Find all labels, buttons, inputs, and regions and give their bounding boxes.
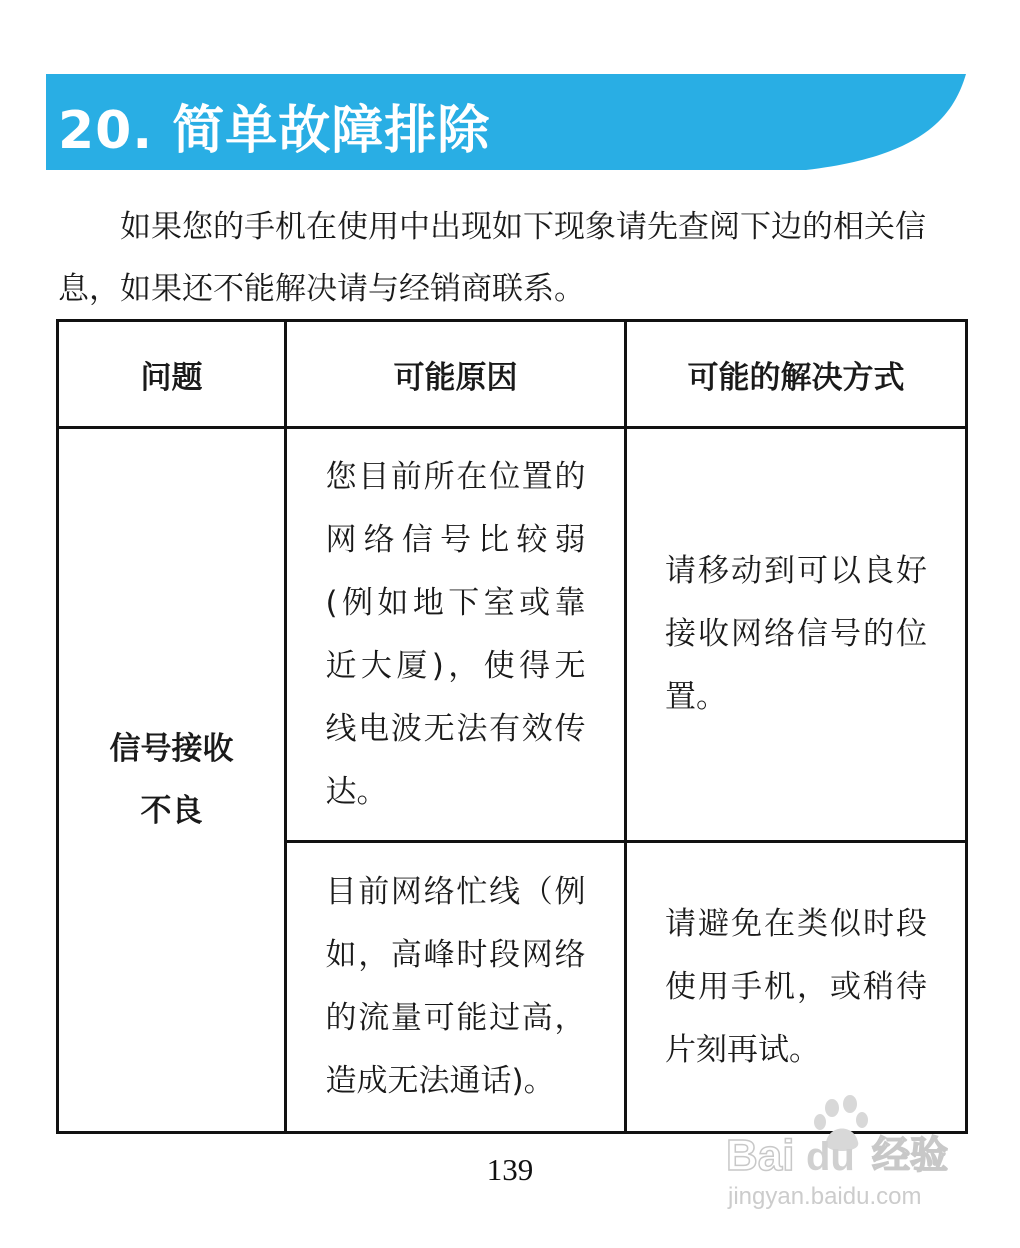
header-cause: 可能原因 <box>286 321 626 428</box>
cause-cell <box>286 428 626 842</box>
watermark-brand-mid: du <box>806 1135 855 1179</box>
table-row <box>58 428 967 842</box>
cause-text: 目前网络忙线（例如，高峰时段网络的流量可能过高，造成无法通话)。 <box>325 874 586 1099</box>
page-number: 139 <box>486 1152 534 1187</box>
watermark-url: jingyan.baidu.com <box>728 1183 922 1210</box>
solution-cell <box>626 842 967 1133</box>
page-title: 20. 简单故障排除 <box>58 101 491 161</box>
watermark-brand-left: Bai <box>726 1131 795 1180</box>
header-problem: 问题 <box>58 321 286 428</box>
cause-cell <box>286 842 626 1133</box>
header-solution: 可能的解决方式 <box>626 321 967 428</box>
solution-text: 请移动到可以良好接收网络信号的位置。 <box>665 553 927 715</box>
problem-cell <box>58 428 286 1133</box>
troubleshooting-table <box>56 319 968 1134</box>
intro-paragraph: 如果您的手机在使用中出现如下现象请先查阅下边的相关信息，如果还不能解决请与经销商联系。 <box>58 209 926 307</box>
title-banner <box>46 74 966 170</box>
watermark-brand-right: 经验 <box>872 1133 949 1177</box>
table-header-row <box>58 321 967 428</box>
baidu-jingyan-watermark <box>722 1094 972 1214</box>
problem-text: 信号接收不良 <box>109 731 234 829</box>
solution-cell <box>626 428 967 842</box>
solution-text: 请避免在类似时段使用手机，或稍待片刻再试。 <box>665 905 927 1068</box>
cause-text: 您目前所在位置的网络信号比较弱(例如地下室或靠近大厦)，使得无线电波无法有效传达。 <box>325 458 586 810</box>
